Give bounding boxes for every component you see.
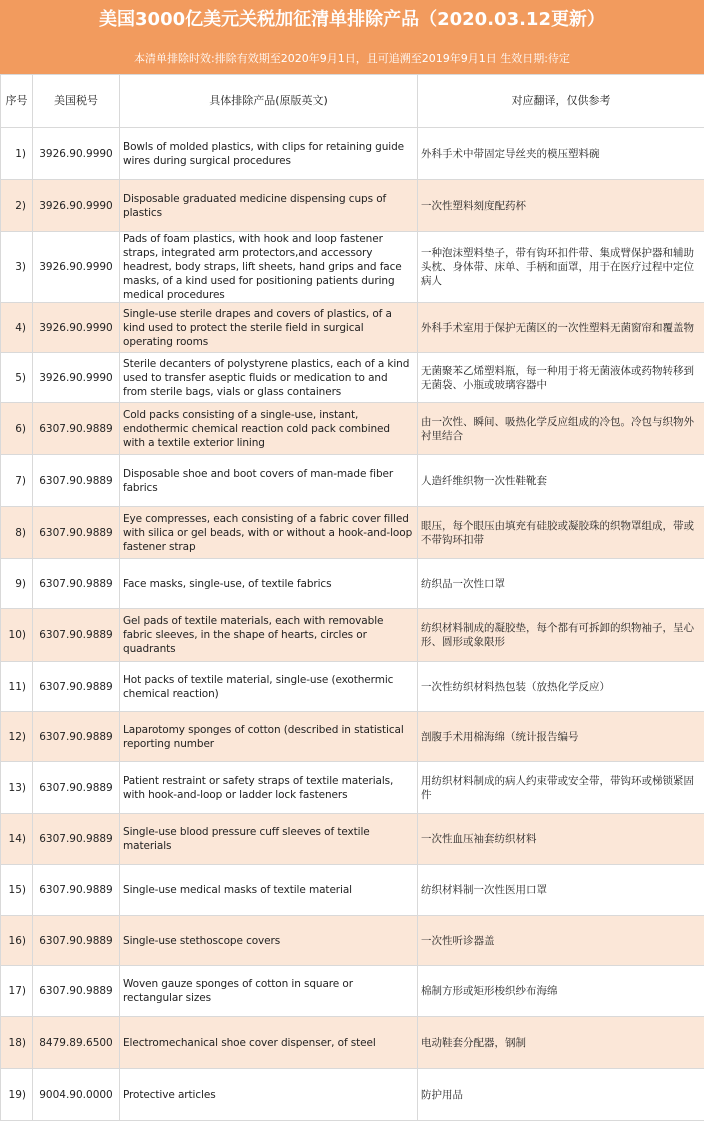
product-translation-chinese: 棉制方形或矩形梭织纱布海绵 (418, 966, 704, 1017)
table-row (1, 662, 704, 712)
row-number: 8) (1, 507, 33, 559)
product-description-english: Patient restraint or safety straps of textile materials, with hook-and-loop or ladder lock fasteners (120, 762, 418, 814)
product-translation-chinese: 一次性塑料刻度配药杯 (418, 180, 704, 232)
product-translation-chinese: 纺织材料制成的凝胶垫，每个都有可拆卸的织物袖子，呈心形、圆形或象限形 (418, 609, 704, 662)
table-row (1, 609, 704, 662)
product-description-english: Single-use stethoscope covers (120, 916, 418, 966)
table-row (1, 814, 704, 865)
table-row (1, 1017, 704, 1069)
tariff-code: 3926.90.9990 (33, 232, 120, 303)
header-banner (0, 0, 704, 74)
table-row (1, 303, 704, 353)
row-number: 16) (1, 916, 33, 966)
row-number: 12) (1, 712, 33, 762)
column-header-translation: 对应翻译，仅供参考 (418, 75, 704, 128)
product-description-english: Bowls of molded plastics, with clips for retaining guide wires during surgical procedures (120, 128, 418, 180)
product-description-english: Eye compresses, each consisting of a fabric cover filled with silica or gel beads, with or without a hook-and-loop fastener strap (120, 507, 418, 559)
product-translation-chinese: 外科手术中带固定导丝夹的模压塑料碗 (418, 128, 704, 180)
product-translation-chinese: 一次性血压袖套纺织材料 (418, 814, 704, 865)
tariff-code: 6307.90.9889 (33, 507, 120, 559)
product-translation-chinese: 由一次性、瞬间、吸热化学反应组成的冷包。冷包与织物外衬里结合 (418, 403, 704, 455)
row-number: 13) (1, 762, 33, 814)
product-translation-chinese: 外科手术室用于保护无菌区的一次性塑料无菌窗帘和覆盖物 (418, 303, 704, 353)
tariff-code: 6307.90.9889 (33, 966, 120, 1017)
tariff-code: 6307.90.9889 (33, 865, 120, 916)
table-row (1, 762, 704, 814)
product-description-english: Cold packs consisting of a single-use, instant, endothermic chemical reaction cold pack combined with a textile exterior lining (120, 403, 418, 455)
product-description-english: Pads of foam plastics, with hook and loop fastener straps, integrated arm protectors,and accessory headrest, body straps, lift sheets, hand grips and face masks, of a kind used for positioning patients during medical procedures (120, 232, 418, 303)
product-translation-chinese: 一次性纺织材料热包装（放热化学反应） (418, 662, 704, 712)
row-number: 2) (1, 180, 33, 232)
table-row (1, 353, 704, 403)
row-number: 17) (1, 966, 33, 1017)
product-description-english: Electromechanical shoe cover dispenser, of steel (120, 1017, 418, 1069)
row-number: 11) (1, 662, 33, 712)
product-description-english: Face masks, single-use, of textile fabrics (120, 559, 418, 609)
product-translation-chinese: 纺织材料制一次性医用口罩 (418, 865, 704, 916)
tariff-code: 8479.89.6500 (33, 1017, 120, 1069)
row-number: 14) (1, 814, 33, 865)
product-translation-chinese: 无菌聚苯乙烯塑料瓶，每一种用于将无菌液体或药物转移到无菌袋、小瓶或玻璃容器中 (418, 353, 704, 403)
product-translation-chinese: 剖腹手术用棉海绵（统计报告编号 (418, 712, 704, 762)
row-number: 3) (1, 232, 33, 303)
tariff-code: 6307.90.9889 (33, 916, 120, 966)
table-row (1, 232, 704, 303)
page-subtitle: 本清单排除时效:排除有效期至2020年9月1日，且可追溯至2019年9月1日 生效日期:待定 (134, 52, 570, 65)
table-row (1, 180, 704, 232)
table-row (1, 712, 704, 762)
product-translation-chinese: 防护用品 (418, 1069, 704, 1121)
row-number: 4) (1, 303, 33, 353)
tariff-code: 3926.90.9990 (33, 353, 120, 403)
product-description-english: Protective articles (120, 1069, 418, 1121)
row-number: 19) (1, 1069, 33, 1121)
tariff-code: 6307.90.9889 (33, 662, 120, 712)
product-translation-chinese: 人造纤维织物一次性鞋靴套 (418, 455, 704, 507)
row-number: 7) (1, 455, 33, 507)
table-row (1, 865, 704, 916)
tariff-code: 3926.90.9990 (33, 128, 120, 180)
page-title: 美国3000亿美元关税加征清单排除产品（2020.03.12更新） (99, 9, 605, 30)
product-description-english: Single-use medical masks of textile material (120, 865, 418, 916)
product-description-english: Sterile decanters of polystyrene plastics, each of a kind used to transfer aseptic fluids or medication to and from sterile bags, vials or glass containers (120, 353, 418, 403)
row-number: 9) (1, 559, 33, 609)
tariff-code: 3926.90.9990 (33, 180, 120, 232)
row-number: 15) (1, 865, 33, 916)
product-translation-chinese: 电动鞋套分配器，钢制 (418, 1017, 704, 1069)
tariff-code: 6307.90.9889 (33, 762, 120, 814)
tariff-code: 6307.90.9889 (33, 559, 120, 609)
table-row (1, 507, 704, 559)
row-number: 5) (1, 353, 33, 403)
column-header-number: 序号 (1, 75, 33, 128)
product-description-english: Woven gauze sponges of cotton in square or rectangular sizes (120, 966, 418, 1017)
product-description-english: Gel pads of textile materials, each with removable fabric sleeves, in the shape of hearts, circles or quadrants (120, 609, 418, 662)
table-row (1, 1069, 704, 1121)
table-row (1, 559, 704, 609)
row-number: 6) (1, 403, 33, 455)
product-translation-chinese: 用纺织材料制成的病人约束带或安全带，带钩环或梯锁紧固件 (418, 762, 704, 814)
table-body (1, 128, 704, 1121)
table-row (1, 916, 704, 966)
product-description-english: Single-use blood pressure cuff sleeves of textile materials (120, 814, 418, 865)
product-translation-chinese: 一次性听诊器盖 (418, 916, 704, 966)
tariff-code: 3926.90.9990 (33, 303, 120, 353)
tariff-code: 6307.90.9889 (33, 455, 120, 507)
product-translation-chinese: 眼压，每个眼压由填充有硅胶或凝胶珠的织物罩组成，带或不带钩环扣带 (418, 507, 704, 559)
table-header-row (1, 75, 704, 128)
table-row (1, 403, 704, 455)
column-header-tariff-code: 美国税号 (33, 75, 120, 128)
tariff-code: 6307.90.9889 (33, 609, 120, 662)
tariff-code: 6307.90.9889 (33, 712, 120, 762)
product-description-english: Disposable shoe and boot covers of man-made fiber fabrics (120, 455, 418, 507)
tariff-code: 6307.90.9889 (33, 403, 120, 455)
column-header-product-english: 具体排除产品(原版英文) (120, 75, 418, 128)
product-translation-chinese: 一种泡沫塑料垫子，带有钩环扣件带、集成臂保护器和辅助头枕、身体带、床单、手柄和面罩，用于在医疗过程中定位病人 (418, 232, 704, 303)
row-number: 10) (1, 609, 33, 662)
product-description-english: Laparotomy sponges of cotton (described in statistical reporting number (120, 712, 418, 762)
product-description-english: Disposable graduated medicine dispensing cups of plastics (120, 180, 418, 232)
table-row (1, 128, 704, 180)
product-description-english: Hot packs of textile material, single-use (exothermic chemical reaction) (120, 662, 418, 712)
tariff-code: 6307.90.9889 (33, 814, 120, 865)
product-translation-chinese: 纺织品一次性口罩 (418, 559, 704, 609)
exclusion-table (0, 74, 704, 1121)
row-number: 1) (1, 128, 33, 180)
table-row (1, 966, 704, 1017)
tariff-code: 9004.90.0000 (33, 1069, 120, 1121)
product-description-english: Single-use sterile drapes and covers of plastics, of a kind used to protect the sterile field in surgical operating rooms (120, 303, 418, 353)
row-number: 18) (1, 1017, 33, 1069)
table-row (1, 455, 704, 507)
